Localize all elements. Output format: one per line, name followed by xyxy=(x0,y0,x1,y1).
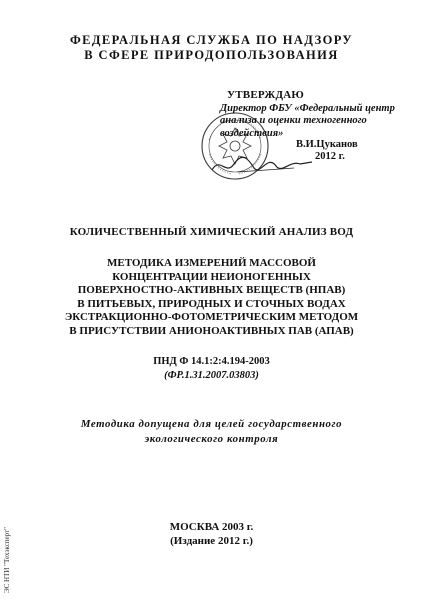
approval-note-line-1: Методика допущена для целей государственного xyxy=(80,418,343,430)
city-year: МОСКВА 2003 г. xyxy=(169,521,254,533)
approval-note-line-2: экологического контроля xyxy=(144,432,279,445)
approval-position-line-2: анализа и оценки техногенного xyxy=(220,115,367,126)
document-code: ПНД Ф 14.1:2:4.194-2003 xyxy=(153,356,270,367)
document-code-block xyxy=(0,355,423,383)
publication-footer xyxy=(0,521,423,548)
registration-number: (ФР.1.31.2007.03803) xyxy=(164,370,259,381)
agency-line-1: ФЕДЕРАЛЬНАЯ СЛУЖБА ПО НАДЗОРУ xyxy=(69,33,354,47)
approver-name: В.И.Цуканов xyxy=(296,139,358,150)
approval-note xyxy=(0,417,423,446)
method-title xyxy=(0,257,423,339)
approval-position-line-3: воздействия» xyxy=(220,127,284,139)
approval-heading: УТВЕРЖДАЮ xyxy=(227,89,304,101)
side-stamp: ЭС НТИ "Техэксперт" xyxy=(3,527,11,593)
method-title-line: ПОВЕРХНОСТНО-АКТИВНЫХ ВЕЩЕСТВ (НПАВ) xyxy=(77,284,346,297)
method-title-line: В ПРИСУТСТВИИ АНИОНОАКТИВНЫХ ПАВ (АПАВ) xyxy=(69,324,354,337)
approval-block xyxy=(220,89,417,162)
method-title-line: В ПИТЬЕВЫХ, ПРИРОДНЫХ И СТОЧНЫХ ВОДАХ xyxy=(77,297,346,310)
method-title-line: МЕТОДИКА ИЗМЕРЕНИЙ МАССОВОЙ xyxy=(107,257,316,269)
agency-line-2: В СФЕРЕ ПРИРОДОПОЛЬЗОВАНИЯ xyxy=(84,48,339,62)
method-title-line: ЭКСТРАКЦИОННО-ФОТОМЕТРИЧЕСКИМ МЕТОДОМ xyxy=(64,311,359,324)
method-title-line: КОНЦЕНТРАЦИИ НЕИОНОГЕННЫХ xyxy=(112,270,311,283)
document-category: КОЛИЧЕСТВЕННЫЙ ХИМИЧЕСКИЙ АНАЛИЗ ВОД xyxy=(69,226,354,238)
edition-note: (Издание 2012 г.) xyxy=(170,534,253,547)
approval-position-line-1: Директор ФБУ «Федеральный центр xyxy=(220,102,395,114)
agency-header xyxy=(0,33,423,63)
signature-icon xyxy=(208,150,318,180)
approval-date: 2012 г. xyxy=(315,151,345,162)
